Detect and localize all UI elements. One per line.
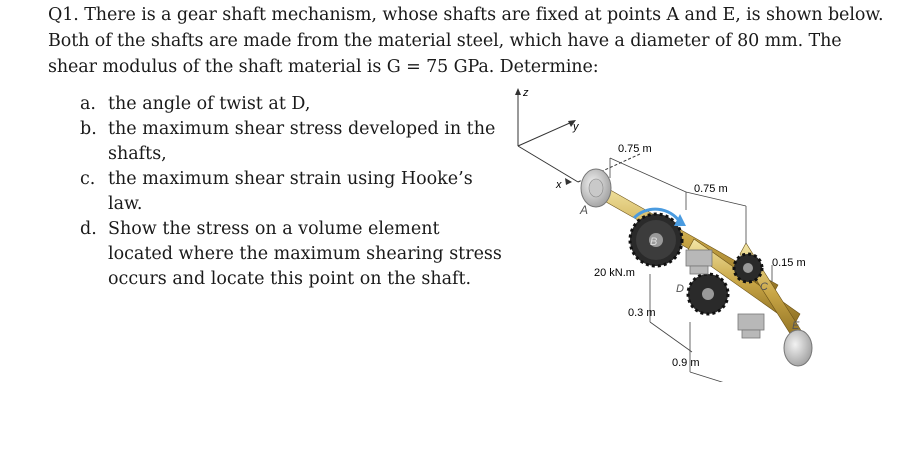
bearing-lower bbox=[738, 314, 764, 338]
fixed-support-e bbox=[784, 330, 812, 366]
gear-d bbox=[688, 274, 728, 314]
task-text: the angle of twist at D, bbox=[108, 94, 311, 114]
point-c-label: C bbox=[760, 281, 768, 293]
task-text: Show the stress on a volume element located where the maximum shearing stress occurs and locate this point on the shaft. bbox=[108, 219, 502, 289]
question-text: Q1. There is a gear shaft mechanism, whose shafts are fixed at points A and E, is shown below. Both of the shafts are made from the material steel, which have a diameter of 80 mm. The shear modulus of the shaft material is G = 75 GPa. Determine: bbox=[48, 5, 884, 77]
gear-shaft-diagram bbox=[510, 82, 870, 382]
task-list bbox=[80, 92, 510, 292]
axis-x-label: x bbox=[556, 179, 562, 191]
dim-09: 0.9 m bbox=[672, 357, 700, 369]
fixed-support-a bbox=[581, 169, 611, 207]
gear-shaft-figure bbox=[510, 82, 870, 382]
task-letter: c. bbox=[80, 169, 96, 189]
task-b bbox=[80, 117, 510, 167]
point-e-label: E bbox=[792, 320, 800, 332]
dim-075-upper: 0.75 m bbox=[618, 143, 652, 155]
axis-y-label: y bbox=[573, 121, 579, 133]
gear-c bbox=[734, 254, 762, 282]
task-letter: d. bbox=[80, 219, 97, 239]
torque-label: 20 kN.m bbox=[594, 267, 635, 279]
axis-system bbox=[518, 92, 640, 182]
task-a bbox=[80, 92, 510, 117]
dim-03: 0.3 m bbox=[628, 307, 656, 319]
task-d bbox=[80, 217, 510, 292]
dim-075-lower: 0.75 m bbox=[694, 183, 728, 195]
task-text: the maximum shear strain using Hooke’s law. bbox=[108, 169, 473, 214]
task-letter: b. bbox=[80, 119, 97, 139]
task-text: the maximum shear stress developed in the shafts, bbox=[108, 119, 496, 164]
z-arrowhead-icon bbox=[515, 88, 521, 95]
bearing-upper bbox=[686, 250, 712, 274]
dim-015: 0.15 m bbox=[772, 257, 806, 269]
point-a-label: A bbox=[580, 203, 589, 217]
task-letter: a. bbox=[80, 94, 96, 114]
x-arrowhead-icon bbox=[565, 178, 572, 185]
point-b-label: B bbox=[650, 236, 658, 248]
task-c bbox=[80, 167, 510, 217]
axis-z-label: z bbox=[523, 87, 529, 99]
point-d-label: D bbox=[676, 283, 684, 295]
